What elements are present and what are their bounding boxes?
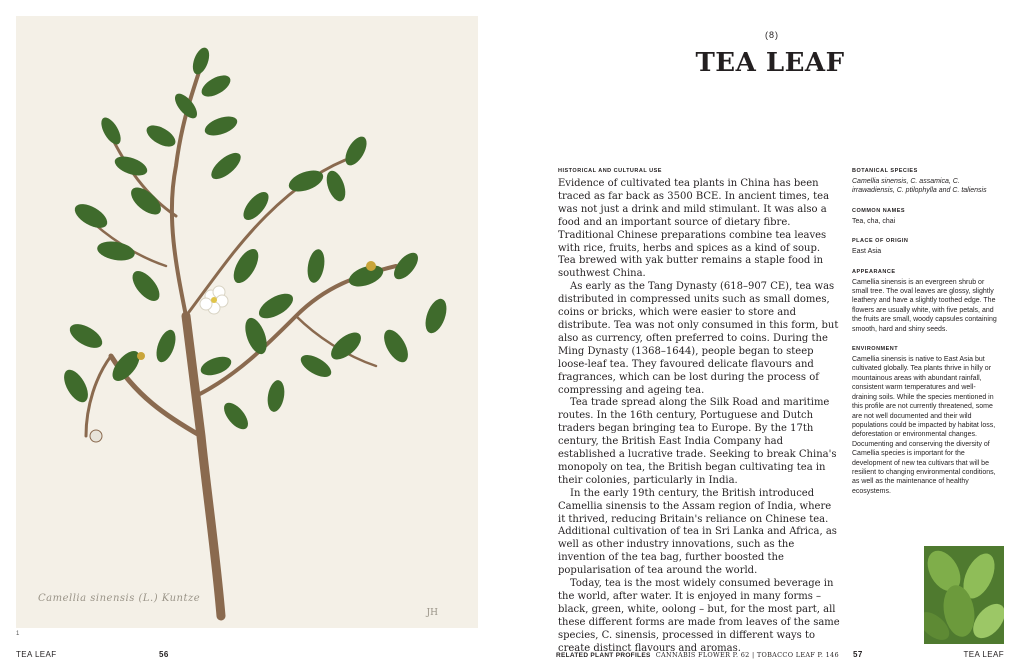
running-footer-right: TEA LEAF [963, 650, 1004, 659]
main-column [558, 168, 840, 656]
body-text [558, 178, 840, 656]
paragraph: Tea trade spread along the Silk Road and maritime routes. In the 16th century, Portuguese and Dutch traders began bringing tea to Europe. By the 17th century, the British East India Company had established a lucrative trade. Seeking to break China's monopoly on tea, the British began cultivating tea in their colonies, particularly in India. [558, 397, 837, 486]
place-of-origin-value: East Asia [852, 248, 882, 256]
sidebar-facts [852, 168, 1000, 508]
tea-leaf-photo [924, 546, 1004, 644]
related-links[interactable]: CANNABIS FLOWER P. 62 | TOBACCO LEAF P. 146 [655, 651, 839, 659]
right-page [510, 0, 1020, 671]
related-profiles [556, 651, 839, 659]
page-number-left: 56 [159, 650, 169, 659]
plate-mark: JH [426, 608, 438, 618]
leaf-photo-art [924, 546, 1004, 644]
page-title: TEA LEAF [695, 48, 845, 78]
chapter-number: (8) [765, 30, 779, 40]
label-botanical-species: BOTANICAL SPECIES [852, 168, 918, 174]
botanical-species-value: Camellia sinensis, C. assamica, C. irrawadiensis, C. ptilophylla and C. taliensis [852, 178, 987, 195]
label-environment: ENVIRONMENT [852, 346, 899, 353]
section-label-history: HISTORICAL AND CULTURAL USE [558, 168, 662, 174]
related-label: RELATED PLANT PROFILES [556, 652, 651, 659]
paragraph: Today, tea is the most widely consumed beverage in the world, after water. It is enjoyed in many forms – black, green, white, oolong – but, for the most part, all these different forms are made from leaves of the same species, C. sinensis, processed in different ways to create distinct flavours and aromas. [558, 578, 840, 654]
paragraph: In the early 19th century, the British introduced Camellia sinensis to the Assam region of India, where it thrived, reducing Britain's reliance on Chinese tea. Additional cultivation of tea in Sri Lanka and Africa, as well as other industry innovations, such as the invention of the tea bag, further boosted the popularisation of tea around the world. [558, 487, 837, 577]
environment-value: Camellia sinensis is native to East Asia but cultivated globally. Tea plants thrive in hilly or mountainous areas with abundant rainfall, consistent warm temperatures and well-draining soils. While the species mentioned in this profile are not currently threatened, some are not well documented and their wild populations could be impacted by habitat loss, deforestation or environmental changes. Documenting and conserving the diversity of Camellia species is important for the development of new tea cultivars that will be resilient to changing environmental conditions, as well as the maintenance of healthy ecosystems. [852, 356, 996, 495]
label-common-names: COMMON NAMES [852, 207, 906, 214]
label-place-of-origin: PLACE OF ORIGIN [852, 238, 909, 245]
paragraph: As early as the Tang Dynasty (618–907 CE), tea was distributed in compressed units such as small domes, coins or bricks, which were easier to store and distribute. Tea was not only consumed in this form, but also as currency, often preferred to coins. During the Ming Dynasty (1368–1644), people began to steep loose-leaf tea. They favoured delicate flavours and fragrances, which can be lost during the process of compressing and ageing tea. [558, 281, 839, 396]
label-appearance: APPEARANCE [852, 268, 896, 275]
tea-plant-drawing [16, 16, 478, 628]
running-footer-left: TEA LEAF [16, 650, 57, 659]
page-number-right: 57 [853, 650, 863, 659]
botanical-illustration [16, 16, 478, 628]
common-names-value: Tea, cha, chai [852, 217, 896, 225]
appearance-value: Camellia sinensis is an evergreen shrub or small tree. The oval leaves are glossy, slightly leathery and have a slightly toothed edge. The flowers are usually white, with five petals, and the fruits are small, woody capsules containing smooth, hard and shiny seeds. [852, 278, 997, 333]
corner-mark: 1 [16, 631, 20, 637]
plate-caption: Camellia sinensis (L.) Kuntze [38, 593, 201, 604]
paragraph: Evidence of cultivated tea plants in China has been traced as far back as 3500 BCE. In ancient times, tea was not just a drink and mild stimulant. It was also a food and an important source of dietary fibre. Traditional Chinese preparations combine tea leaves with rice, fruits, herbs and spices as a kind of soup. Tea brewed with yak butter remains a staple food in southwest China. [558, 178, 830, 280]
